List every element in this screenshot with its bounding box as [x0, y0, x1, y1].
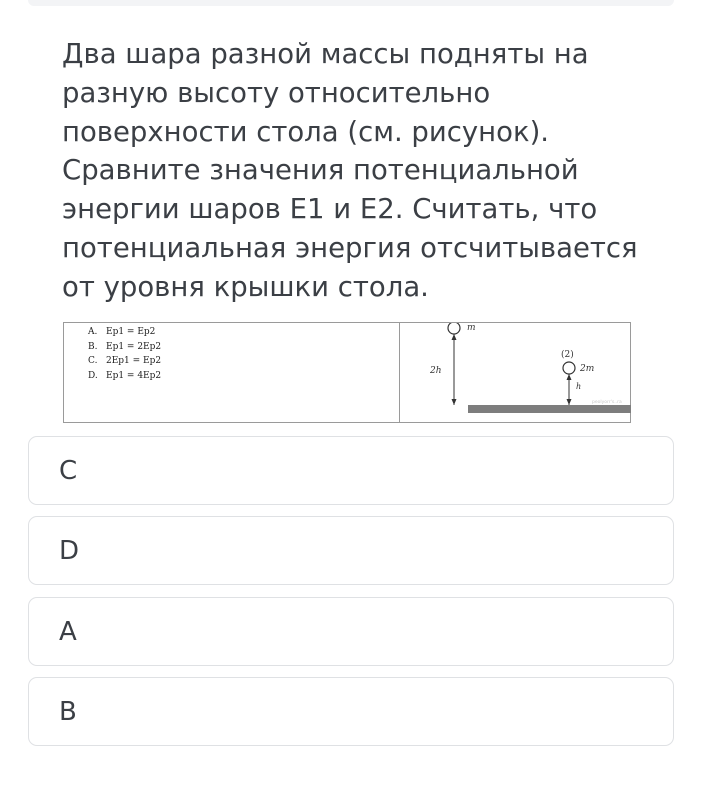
question-figure	[63, 322, 631, 423]
figure-option: B. Ep1 = 2Ep2	[88, 341, 162, 352]
question-line: разную высоту относительно	[62, 76, 491, 109]
ball-1	[448, 323, 460, 334]
question-line: от уровня крышки стола.	[62, 270, 429, 303]
answer-option-a[interactable]	[28, 597, 674, 666]
figure-option: A. Ep1 = Ep2	[88, 327, 156, 337]
question-line: поверхности стола (см. рисунок).	[62, 115, 550, 148]
height1-label: 2h	[430, 366, 442, 376]
arrowhead	[567, 399, 572, 405]
table-surface	[468, 405, 631, 413]
answer-option-b[interactable]	[28, 677, 674, 746]
mass1-label: m	[467, 323, 476, 333]
arrowhead	[452, 399, 457, 405]
balls-diagram	[400, 323, 631, 422]
figure-option: D. Ep1 = 4Ep2	[88, 370, 162, 381]
arrowhead	[452, 334, 457, 340]
previous-card-edge	[28, 0, 674, 6]
watermark: peolyorr's..ra	[592, 400, 622, 405]
mass2-label: 2m	[580, 364, 595, 374]
answer-option-d[interactable]	[28, 516, 674, 585]
question-line: Сравните значения потенциальной	[62, 154, 579, 187]
question-line: Два шара разной массы подняты на	[62, 38, 589, 70]
arrowhead	[567, 374, 572, 380]
question-text	[62, 35, 662, 307]
answer-label: A	[59, 616, 77, 647]
height2-label: h	[576, 382, 582, 391]
question-line: потенциальная энергия отсчитывается	[62, 231, 638, 264]
question-line: энергии шаров E1 и E2. Считать, что	[62, 193, 598, 226]
answer-option-c[interactable]	[28, 436, 674, 505]
ball-2	[563, 362, 575, 374]
answer-label: B	[59, 696, 77, 727]
ball2-number-label: (2)	[561, 350, 574, 360]
figure-option: C. 2Ep1 = Ep2	[88, 356, 162, 366]
answer-label: C	[59, 455, 78, 486]
answer-label: D	[59, 535, 80, 566]
figure-options-list	[88, 325, 161, 383]
